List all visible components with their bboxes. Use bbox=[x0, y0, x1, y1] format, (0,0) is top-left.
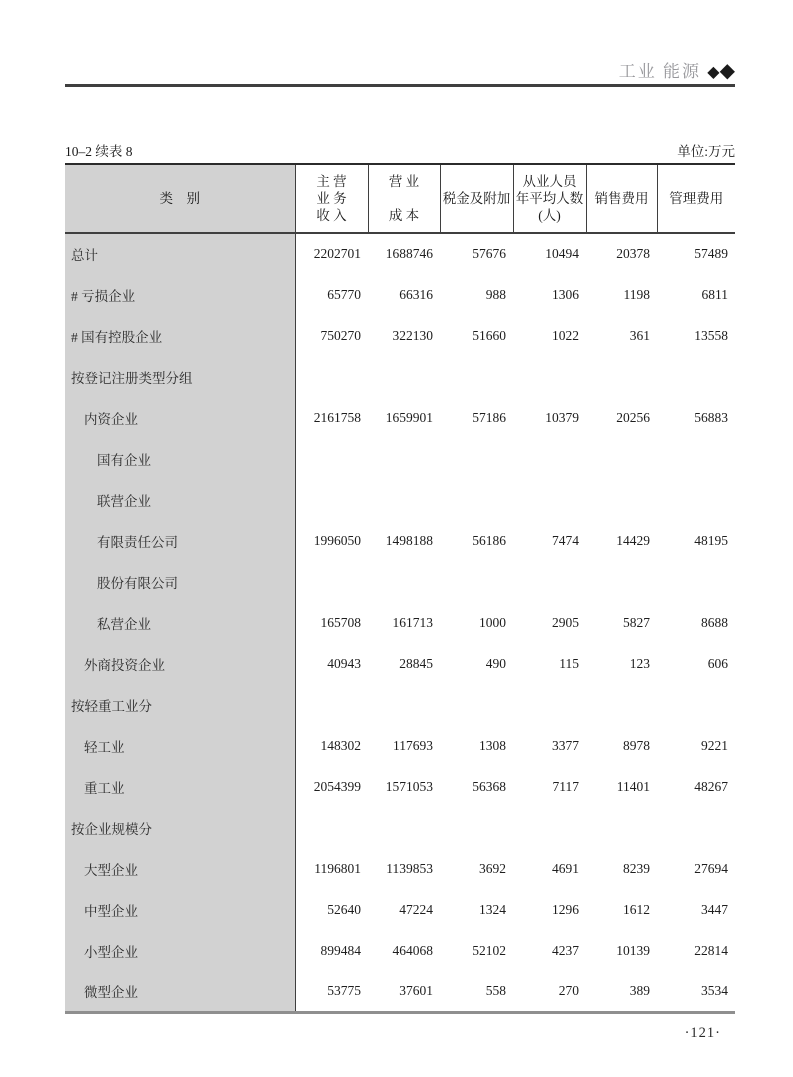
row-value: 1306 bbox=[552, 286, 579, 302]
row-value: 57489 bbox=[694, 246, 728, 261]
row-value bbox=[295, 479, 368, 520]
table-row bbox=[65, 479, 735, 520]
row-value bbox=[657, 438, 735, 479]
row-value: 37601 bbox=[399, 982, 433, 998]
row-category: 联营企业 bbox=[65, 479, 295, 520]
row-value: 1308 bbox=[479, 737, 506, 753]
row-value bbox=[368, 807, 440, 848]
row-value: 57186 bbox=[472, 409, 506, 425]
row-value: 47224 bbox=[399, 901, 433, 917]
col-header-label: (人) bbox=[538, 208, 561, 223]
unit-label: 单位:万元 bbox=[677, 144, 735, 159]
table-row bbox=[65, 520, 735, 561]
row-category: 中型企业 bbox=[65, 889, 295, 930]
row-value: 22814 bbox=[694, 942, 728, 958]
col-header-label: 收 入 bbox=[316, 208, 347, 223]
row-value: 6811 bbox=[701, 286, 728, 302]
table-number: 10–2 续表 8 bbox=[65, 144, 133, 159]
row-value bbox=[295, 807, 368, 848]
row-category: 微型企业 bbox=[65, 971, 295, 1012]
row-value: 3692 bbox=[479, 860, 506, 876]
row-value: 165708 bbox=[320, 614, 361, 630]
row-value: 65770 bbox=[327, 286, 361, 302]
row-value: 56883 bbox=[694, 409, 728, 425]
row-value: 56186 bbox=[472, 532, 506, 548]
row-value: 5827 bbox=[623, 614, 650, 630]
row-value: 1996050 bbox=[313, 532, 361, 548]
section-title: 工业 能源 bbox=[618, 62, 702, 81]
row-value: 48195 bbox=[694, 532, 728, 548]
table-meta bbox=[65, 140, 735, 160]
row-value: 1688746 bbox=[385, 246, 433, 261]
row-value: 270 bbox=[558, 982, 579, 998]
row-value bbox=[440, 561, 513, 602]
row-value: 56368 bbox=[472, 778, 506, 794]
row-value bbox=[295, 438, 368, 479]
row-value: 1659901 bbox=[385, 409, 433, 425]
row-value: 52640 bbox=[327, 901, 361, 917]
row-value bbox=[368, 479, 440, 520]
row-value bbox=[295, 561, 368, 602]
row-category: 按登记注册类型分组 bbox=[65, 356, 295, 397]
row-value: 52102 bbox=[472, 942, 506, 958]
row-value: 3377 bbox=[552, 737, 579, 753]
row-value: 558 bbox=[485, 982, 506, 998]
row-value bbox=[440, 684, 513, 725]
page-number: ·121· bbox=[684, 1025, 721, 1041]
table-row bbox=[65, 971, 735, 1012]
col-header-category bbox=[65, 164, 295, 233]
col-header-operating-cost bbox=[368, 164, 440, 233]
table-row bbox=[65, 315, 735, 356]
row-value: 20378 bbox=[616, 246, 650, 261]
row-value bbox=[368, 438, 440, 479]
row-category: 内资企业 bbox=[65, 397, 295, 438]
row-value bbox=[657, 807, 735, 848]
row-category: 重工业 bbox=[65, 766, 295, 807]
row-value: 2202701 bbox=[313, 246, 361, 261]
row-value bbox=[513, 438, 586, 479]
col-header-tax-surcharge bbox=[440, 164, 513, 233]
row-value bbox=[368, 561, 440, 602]
row-value bbox=[586, 807, 657, 848]
row-value: 2161758 bbox=[313, 409, 361, 425]
row-value: 750270 bbox=[320, 327, 361, 343]
table-body bbox=[65, 233, 735, 1012]
table-row bbox=[65, 684, 735, 725]
row-value: 28845 bbox=[399, 655, 433, 671]
row-value bbox=[295, 356, 368, 397]
table-row bbox=[65, 274, 735, 315]
col-header-label: 业 务 bbox=[316, 191, 347, 206]
row-value bbox=[513, 479, 586, 520]
row-value: 51660 bbox=[472, 327, 506, 343]
row-value: 899484 bbox=[320, 942, 361, 958]
table-row bbox=[65, 807, 735, 848]
row-value: 2054399 bbox=[313, 778, 361, 794]
col-header-main-revenue bbox=[295, 164, 368, 233]
header-rule bbox=[65, 84, 735, 87]
table-row bbox=[65, 725, 735, 766]
row-value: 1498188 bbox=[385, 532, 433, 548]
row-value bbox=[440, 479, 513, 520]
table-row bbox=[65, 848, 735, 889]
row-value: 1139853 bbox=[386, 860, 433, 876]
row-value: 4237 bbox=[552, 942, 579, 958]
row-value bbox=[440, 438, 513, 479]
row-value: 8239 bbox=[623, 860, 650, 876]
row-value bbox=[440, 807, 513, 848]
row-category: 按企业规模分 bbox=[65, 807, 295, 848]
row-value: 3534 bbox=[701, 982, 728, 998]
col-header-label: 销售费用 bbox=[594, 191, 649, 206]
row-value bbox=[657, 684, 735, 725]
row-category: 轻工业 bbox=[65, 725, 295, 766]
col-header-selling-expense bbox=[586, 164, 657, 233]
row-value: 115 bbox=[559, 655, 579, 671]
col-header-label: 管理费用 bbox=[669, 191, 724, 206]
row-value bbox=[513, 561, 586, 602]
row-category: 大型企业 bbox=[65, 848, 295, 889]
col-header-label bbox=[371, 190, 438, 207]
col-header-label: 主 营 bbox=[316, 174, 347, 189]
row-value: 14429 bbox=[616, 532, 650, 548]
row-value: 10139 bbox=[616, 942, 650, 958]
row-value: 1198 bbox=[623, 286, 650, 302]
col-header-admin-expense bbox=[657, 164, 735, 233]
row-category: 总计 bbox=[65, 233, 295, 274]
table-row bbox=[65, 233, 735, 274]
table-row bbox=[65, 643, 735, 684]
table-header bbox=[65, 164, 735, 233]
row-value: 8978 bbox=[623, 737, 650, 753]
row-value: 13558 bbox=[694, 327, 728, 343]
col-header-label: 从业人员 bbox=[522, 174, 577, 189]
col-header-label: 类 别 bbox=[159, 191, 200, 206]
row-value: 8688 bbox=[701, 614, 728, 630]
row-value bbox=[513, 684, 586, 725]
row-value bbox=[586, 356, 657, 397]
col-header-label: 营 业 bbox=[388, 174, 420, 189]
row-value: 123 bbox=[629, 655, 650, 671]
row-category: # 亏损企业 bbox=[65, 274, 295, 315]
row-value bbox=[368, 684, 440, 725]
col-header-label: 税金及附加 bbox=[442, 191, 511, 206]
row-value bbox=[513, 356, 586, 397]
row-value bbox=[586, 561, 657, 602]
row-value bbox=[586, 479, 657, 520]
table-row bbox=[65, 561, 735, 602]
row-value: 322130 bbox=[392, 327, 433, 343]
table-row bbox=[65, 930, 735, 971]
col-header-label: 年平均人数 bbox=[515, 191, 584, 206]
diamond-icon: ◆ bbox=[719, 60, 735, 82]
table-row bbox=[65, 397, 735, 438]
data-table bbox=[65, 163, 735, 1014]
row-value: 53775 bbox=[327, 982, 361, 998]
row-value: 10379 bbox=[545, 409, 579, 425]
table-row bbox=[65, 438, 735, 479]
row-value bbox=[368, 356, 440, 397]
row-value: 606 bbox=[707, 655, 728, 671]
row-category: 按轻重工业分 bbox=[65, 684, 295, 725]
row-value: 1196801 bbox=[314, 860, 361, 876]
row-value: 2905 bbox=[552, 614, 579, 630]
row-value: 11401 bbox=[616, 778, 650, 794]
row-value bbox=[513, 807, 586, 848]
table-row bbox=[65, 889, 735, 930]
row-value bbox=[586, 438, 657, 479]
row-value: 1000 bbox=[479, 614, 506, 630]
diamond-icon: ◆ bbox=[707, 64, 720, 81]
row-value: 1324 bbox=[479, 901, 506, 917]
row-category: # 国有控股企业 bbox=[65, 315, 295, 356]
table-row bbox=[65, 602, 735, 643]
row-value: 161713 bbox=[392, 614, 433, 630]
row-category: 小型企业 bbox=[65, 930, 295, 971]
row-category: 外商投资企业 bbox=[65, 643, 295, 684]
running-head bbox=[619, 57, 735, 83]
row-category: 股份有限公司 bbox=[65, 561, 295, 602]
row-value: 1571053 bbox=[385, 778, 433, 794]
row-value bbox=[657, 356, 735, 397]
col-header-label: 成 本 bbox=[388, 208, 420, 223]
row-value: 40943 bbox=[327, 655, 361, 671]
row-value: 48267 bbox=[694, 778, 728, 794]
row-value: 148302 bbox=[320, 737, 361, 753]
row-value: 389 bbox=[629, 982, 650, 998]
row-value: 27694 bbox=[694, 860, 728, 876]
row-value: 57676 bbox=[472, 246, 506, 261]
row-value: 3447 bbox=[701, 901, 728, 917]
row-category: 私营企业 bbox=[65, 602, 295, 643]
row-value: 1296 bbox=[552, 901, 579, 917]
row-value: 10494 bbox=[545, 246, 579, 261]
row-value: 490 bbox=[485, 655, 506, 671]
row-value: 988 bbox=[485, 286, 506, 302]
col-header-avg-employees bbox=[513, 164, 586, 233]
row-value bbox=[440, 356, 513, 397]
row-value: 4691 bbox=[552, 860, 579, 876]
row-value: 117693 bbox=[393, 737, 433, 753]
row-value: 7474 bbox=[552, 532, 579, 548]
row-value: 7117 bbox=[552, 778, 579, 794]
table-row bbox=[65, 356, 735, 397]
row-value: 9221 bbox=[701, 737, 728, 753]
row-value: 361 bbox=[629, 327, 650, 343]
row-value: 464068 bbox=[392, 942, 433, 958]
row-value: 20256 bbox=[616, 409, 650, 425]
row-value: 1022 bbox=[552, 327, 579, 343]
row-value: 1612 bbox=[623, 901, 650, 917]
row-value bbox=[586, 684, 657, 725]
row-category: 有限责任公司 bbox=[65, 520, 295, 561]
table-row bbox=[65, 766, 735, 807]
row-value bbox=[657, 561, 735, 602]
row-value bbox=[295, 684, 368, 725]
row-category: 国有企业 bbox=[65, 438, 295, 479]
row-value: 66316 bbox=[399, 286, 433, 302]
row-value bbox=[657, 479, 735, 520]
